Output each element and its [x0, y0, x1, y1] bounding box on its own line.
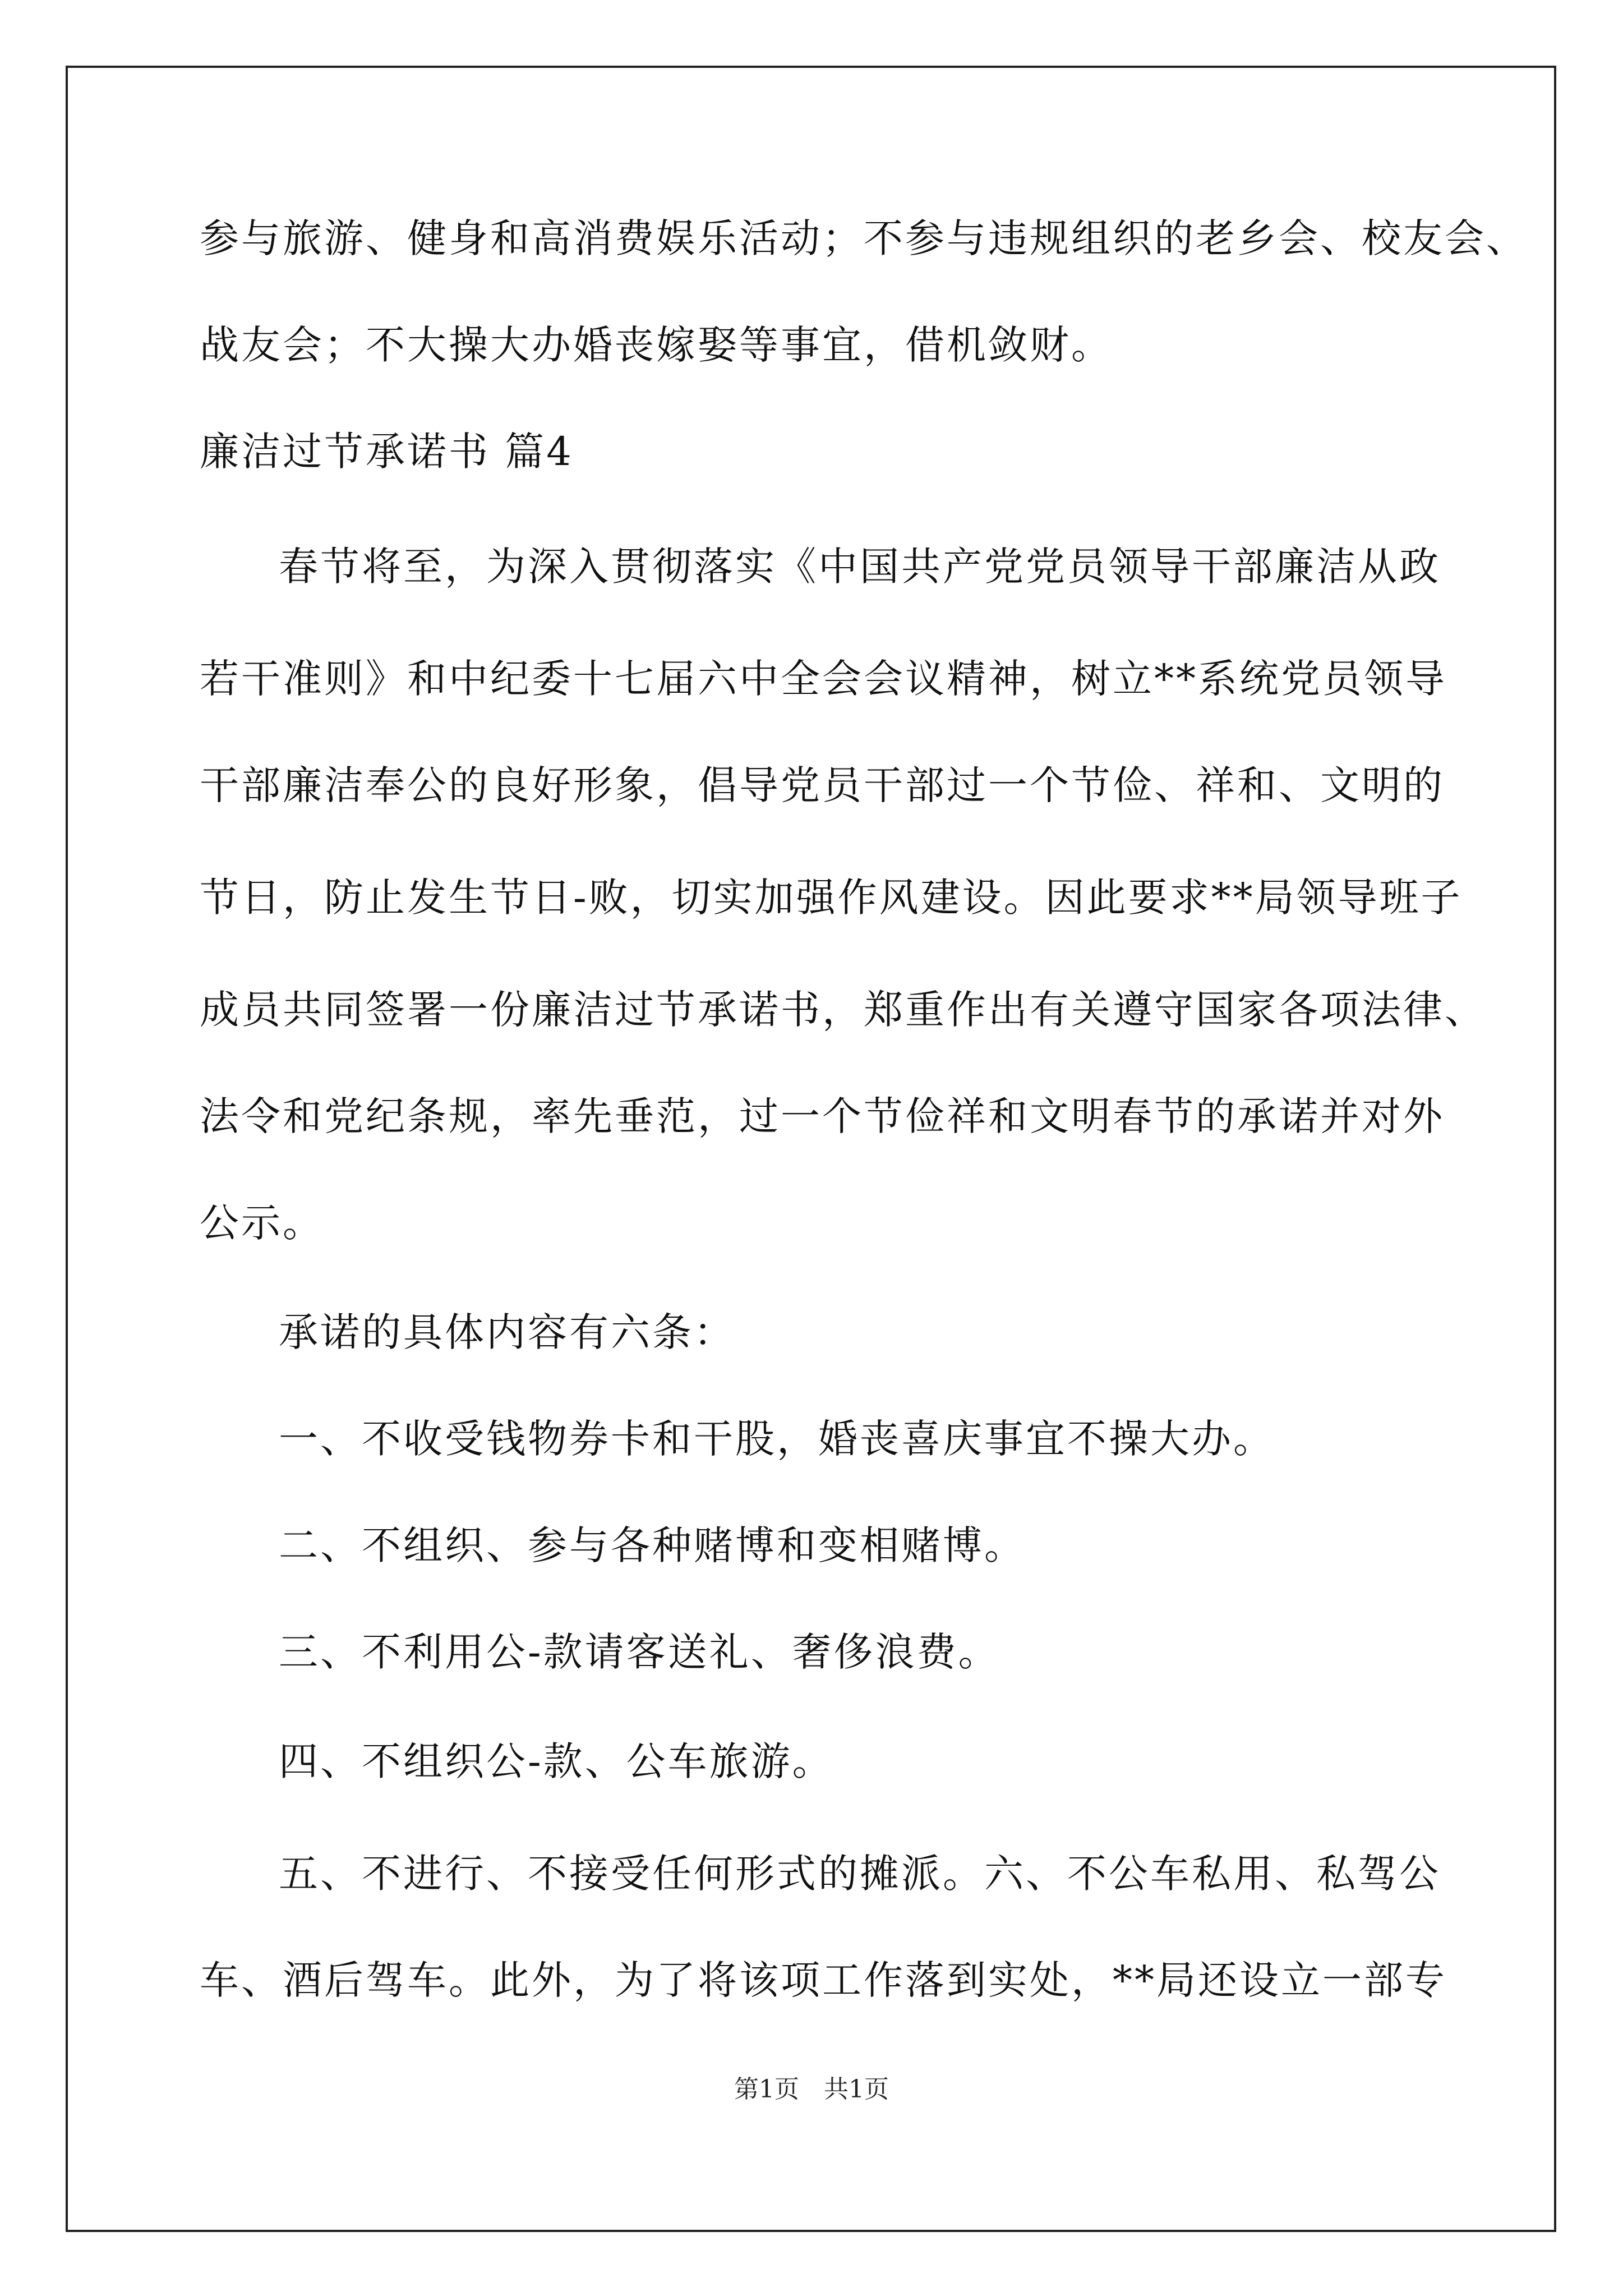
body-text-line: 成员共同签署一份廉洁过节承诺书，郑重作出有关遵守国家各项法律、 — [200, 987, 1486, 1033]
body-text-line: 战友会；不大操大办婚丧嫁娶等事宜，借机敛财。 — [200, 322, 1113, 368]
body-text-line: 若干准则》和中纪委十七届六中全会会议精神，树立**系统党员领导 — [200, 656, 1447, 702]
body-text-line: 干部廉洁奉公的良好形象，倡导党员干部过一个节俭、祥和、文明的 — [200, 762, 1445, 808]
section-heading: 廉洁过节承诺书 篇4 — [200, 429, 574, 475]
body-text-line: 春节将至，为深入贯彻落实《中国共产党党员领导干部廉洁从政 — [279, 544, 1441, 590]
list-item: 二、不组织、参与各种赌博和变相赌博。 — [279, 1522, 1026, 1568]
body-text-line: 承诺的具体内容有六条： — [279, 1309, 735, 1355]
page-border — [66, 66, 1556, 2232]
body-text-line: 法令和党纪条规，率先垂范，过一个节俭祥和文明春节的承诺并对外 — [200, 1093, 1445, 1139]
list-item: 五、不进行、不接受任何形式的摊派。六、不公车私用、私驾公 — [279, 1851, 1441, 1897]
page-number-footer: 第1页 共1页 — [734, 2075, 889, 2104]
body-text-line: 节日，防止发生节日-败，切实加强作风建设。因此要求**局领导班子 — [200, 875, 1463, 921]
body-text-line: 车、酒后驾车。此外，为了将该项工作落到实处，**局还设立一部专 — [200, 1957, 1447, 2003]
body-text-line: 参与旅游、健身和高消费娱乐活动；不参与违规组织的老乡会、校友会、 — [200, 215, 1528, 261]
body-text-line: 公示。 — [200, 1200, 324, 1246]
list-item: 三、不利用公-款请客送礼、奢侈浪费。 — [279, 1629, 1000, 1675]
list-item: 一、不收受钱物券卡和干股，婚丧喜庆事宜不操大办。 — [279, 1416, 1275, 1462]
list-item: 四、不组织公-款、公车旅游。 — [279, 1738, 834, 1784]
